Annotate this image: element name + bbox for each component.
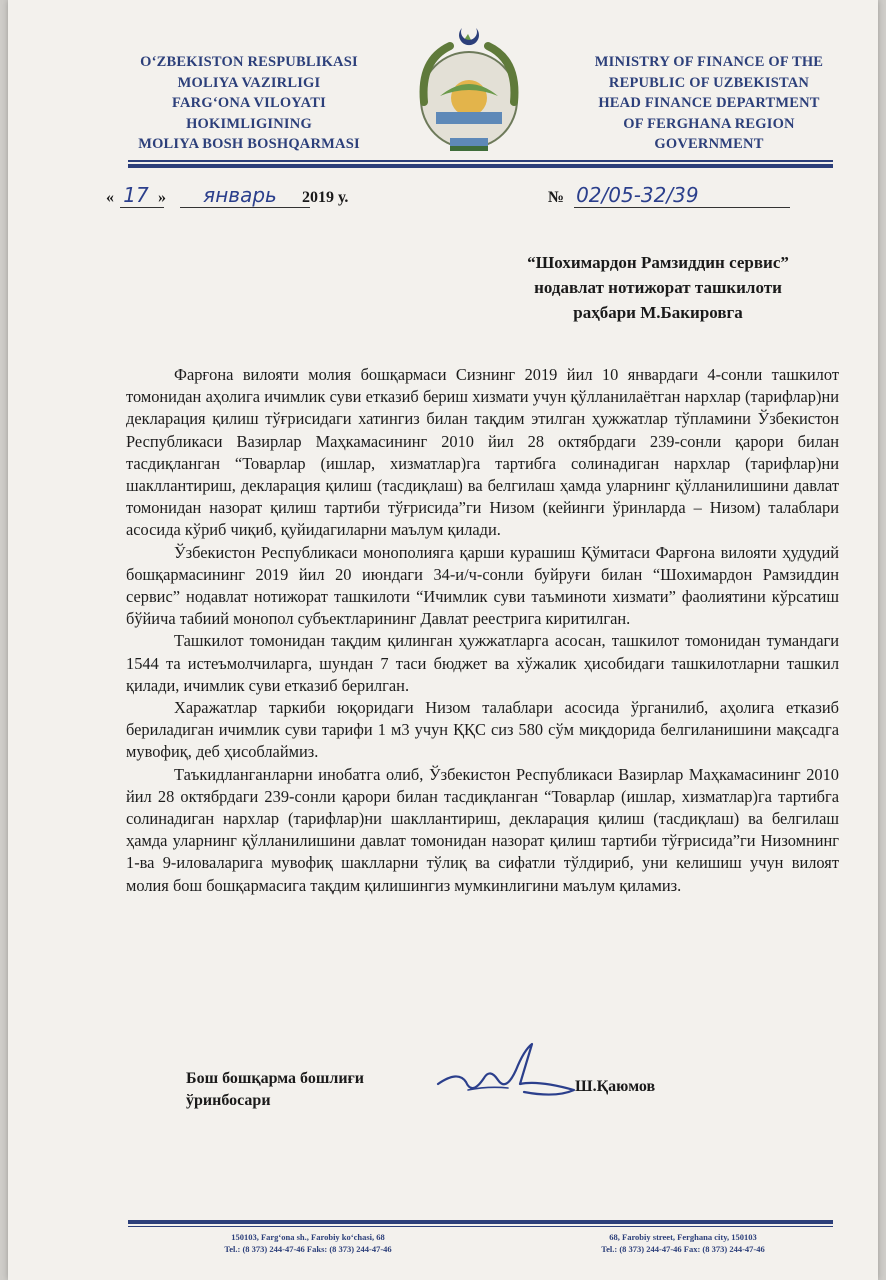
handwritten-signature: [428, 1040, 578, 1110]
addressee-block: [478, 250, 838, 325]
signatory-name: Ш.Қаюмов: [575, 1078, 656, 1095]
date-year: 2019 у.: [302, 189, 349, 206]
letterhead-line: MINISTRY OF FINANCE OF THE: [594, 54, 824, 70]
letter-sheet: [8, 0, 878, 1280]
addressee-line: раҳбари М.Бакировга: [573, 303, 743, 322]
day-underline: [120, 207, 164, 208]
footer-divider-thick: [128, 1220, 833, 1224]
letterhead-line: REPUBLIC OF UZBEKISTAN: [608, 74, 810, 91]
reference-number: 02/05-32/39: [576, 183, 699, 207]
signatory-title: [186, 1068, 364, 1112]
month-underline: [180, 207, 310, 208]
footer-address: 150103, Farg‘ona sh., Farobiy ko‘chasi, 68: [231, 1232, 385, 1242]
body-paragraph: Ташкилот томонидан тақдим қилинган ҳужжатларга асосан, ташкилот томонидан тумандаги 1544 та истеъмолчиларга, шундан 7 таси бюджет ва хўжалик ҳисобидаги ташкилотларни ташкил қилади, ичимлик суви етказиб берилган.: [126, 631, 839, 695]
letterhead-uzbek: [104, 52, 394, 155]
date-quote-close: »: [158, 189, 166, 206]
letterhead-line: FARG‘ONA VILOYATI: [172, 95, 326, 111]
letterhead-line: OF FERGHANA REGION: [623, 115, 795, 132]
body-paragraph: Ўзбекистон Республикаси монополияга қарши курашиш Қўмитаси Фарғона вилояти ҳудудий бошқармасининг 2019 йил 20 июндаги 34-и/ч-сонли буйруғи билан “Шохимардон Рамзиддин сервис” нодавлат нотижорат ташкилоти “Ичимлик суви таъминоти хизмати” фаолиятини кўрсатиш бўйича табиий монопол субъектларининг Давлат реестрига киритилган.: [126, 542, 839, 629]
reference-number-field: [548, 183, 786, 207]
number-label: №: [548, 189, 565, 206]
footer-divider: [128, 1226, 833, 1227]
footer-uzbek: [168, 1231, 448, 1255]
date-month: январь: [203, 183, 277, 207]
date-field: [106, 183, 348, 207]
footer-address: 68, Farobiy street, Ferghana city, 150103: [609, 1232, 757, 1242]
date-day: 17: [123, 183, 149, 207]
letterhead-english: [564, 52, 854, 155]
letterhead-line: MOLIYA BOSH BOSHQARMASI: [138, 136, 360, 152]
addressee-line: нодавлат нотижорат ташкилоти: [534, 278, 782, 297]
header-divider-thick: [128, 164, 833, 168]
letterhead-line: O‘ZBEKISTON RESPUBLIKASI: [140, 54, 358, 70]
body-paragraph: Таъкидланганларни инобатга олиб, Ўзбекистон Республикаси Вазирлар Маҳкамасининг 2010 йил 28 октябрдаги 239-сонли қарори билан тасдиқланган “Товарлар (ишлар, хизматлар)га тартибга солинадиган нархлар (тарифлар)ни шакллантириш, декларация қилиш (тасдиқлаш) ва белгилаш ҳамда уларнинг қўлланилишини давлат томонидан назорат қилиш тартиби тўғрисида”ги Низомнинг 1-ва 9-иловаларига мувофиқ шаклларни тўлиқ ва сифатли тўлдириб, уни келишиш учун вилоят молия бош бошқармасига тақдим қилишингиз мумкинлигини маълум қиламиз.: [126, 764, 839, 895]
letterhead-line: GOVERNMENT: [654, 136, 764, 152]
letter-body: [126, 364, 839, 897]
date-quote-open: «: [106, 189, 114, 206]
signatory-title-line: ўринбосари: [186, 1092, 271, 1109]
letterhead-line: HEAD FINANCE DEPARTMENT: [598, 95, 820, 111]
number-underline: [574, 207, 790, 208]
signatory-title-line: Бош бошқарма бошлиғи: [186, 1070, 365, 1087]
body-paragraph: Фарғона вилояти молия бошқармаси Сизнинг 2019 йил 10 январдаги 4-сонли ташкилот томонидан аҳолига ичимлик суви етказиб бериш хизмати учун қўлланилаётган нархлар (тарифлар)ни декларация қилиш тўғрисидаги хатингиз билан тақдим этилган ҳужжатлар тўпламини Ўзбекистон Республикаси Вазирлар Маҳкамасининг 2010 йил 28 октябрдаги 239-сонли қарори билан тасдиқланган “Товарлар (ишлар, хизматлар)га тартибга солинадиган нархлар (тарифлар)ни шакллантириш, декларация қилиш (тасдиқлаш) ва белгилаш ҳамда уларнинг қўлланилишини давлат томонидан назорат қилиш тартиби тўғрисида”ги Низом (кейинги ўринларда – Низом) талаблари асосида кўриб чиқиб, қуйидагиларни маълум қилади.: [126, 365, 839, 540]
header-divider: [128, 160, 833, 162]
letterhead-line: HOKIMLIGINING: [186, 115, 312, 132]
letterhead-line: MOLIYA VAZIRLIGI: [177, 74, 321, 91]
state-emblem-icon: [410, 20, 528, 160]
footer-english: [548, 1231, 818, 1255]
body-paragraph: Харажатлар таркиби юқоридаги Низом талаблари асосида ўрганилиб, аҳолига етказиб бериладиган ичимлик суви тарифи 1 м3 учун ҚҚС сиз 580 сўм миқдорида белгиланишини мақсадга мувофиқ, деб ҳисоблаймиз.: [126, 698, 839, 762]
addressee-line: “Шохимардон Рамзиддин сервис”: [527, 253, 789, 272]
footer-contacts: Tel.: (8 373) 244-47-46 Faks: (8 373) 244-47-46: [224, 1244, 392, 1254]
footer-contacts: Tel.: (8 373) 244-47-46 Fax: (8 373) 244-47-46: [601, 1244, 765, 1254]
